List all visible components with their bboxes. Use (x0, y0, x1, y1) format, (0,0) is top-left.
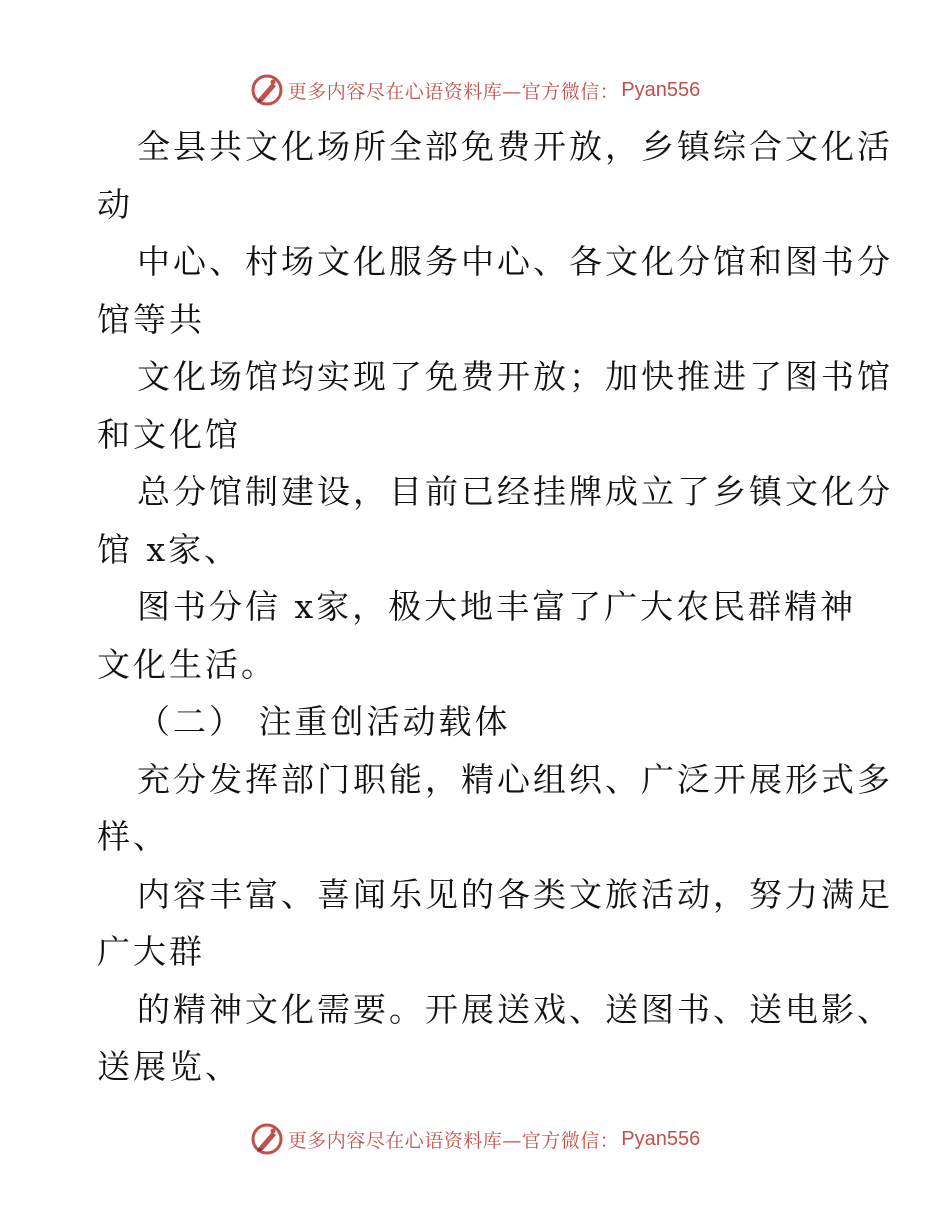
text-line: 内容丰富、喜闻乐见的各类文旅活动，努力满足 (137, 874, 893, 914)
watermark-text: 更多内容尽在心语资料库—官方微信： (287, 1129, 620, 1152)
wechat-id: Pyan556 (621, 1127, 701, 1150)
text-line: 总分馆制建设，目前已经挂牌成立了乡镇文化分 (137, 472, 893, 511)
text-line: 送展览、 (97, 1047, 241, 1086)
text-line: 的精神文化需要。开展送戏、送图书、送电影、 (137, 989, 893, 1029)
text-line: （二） 注重创活动载体 (137, 702, 511, 741)
wechat-id: Pyan556 (621, 78, 701, 101)
text-line: 全县共文化场所全部免费开放，乡镇综合文化活 (137, 127, 893, 166)
text-line: 图书分信 x家，极大地丰富了广大农民群精神 (137, 587, 857, 626)
text-line: 动 (97, 184, 133, 224)
pen-circle-logo-icon (250, 73, 284, 107)
text-line: 和文化馆 (97, 414, 241, 454)
text-line: 馆 x家、 (97, 529, 241, 569)
text-line: 文化场馆均实现了免费开放；加快推进了图书馆 (137, 357, 893, 396)
pen-circle-logo-icon (250, 1122, 284, 1156)
text-line: 广大群 (97, 932, 205, 971)
text-line: 文化生活。 (97, 644, 277, 684)
header-watermark-banner (0, 70, 950, 110)
document-body (97, 118, 893, 1096)
text-line: 样、 (97, 817, 169, 856)
text-line: 充分发挥部门职能，精心组织、广泛开展形式多 (137, 759, 893, 799)
text-line: 中心、村场文化服务中心、各文化分馆和图书分 (137, 242, 893, 281)
text-line: 馆等共 (97, 299, 205, 339)
footer-watermark-banner (0, 1119, 950, 1159)
watermark-text: 更多内容尽在心语资料库—官方微信： (287, 80, 620, 103)
